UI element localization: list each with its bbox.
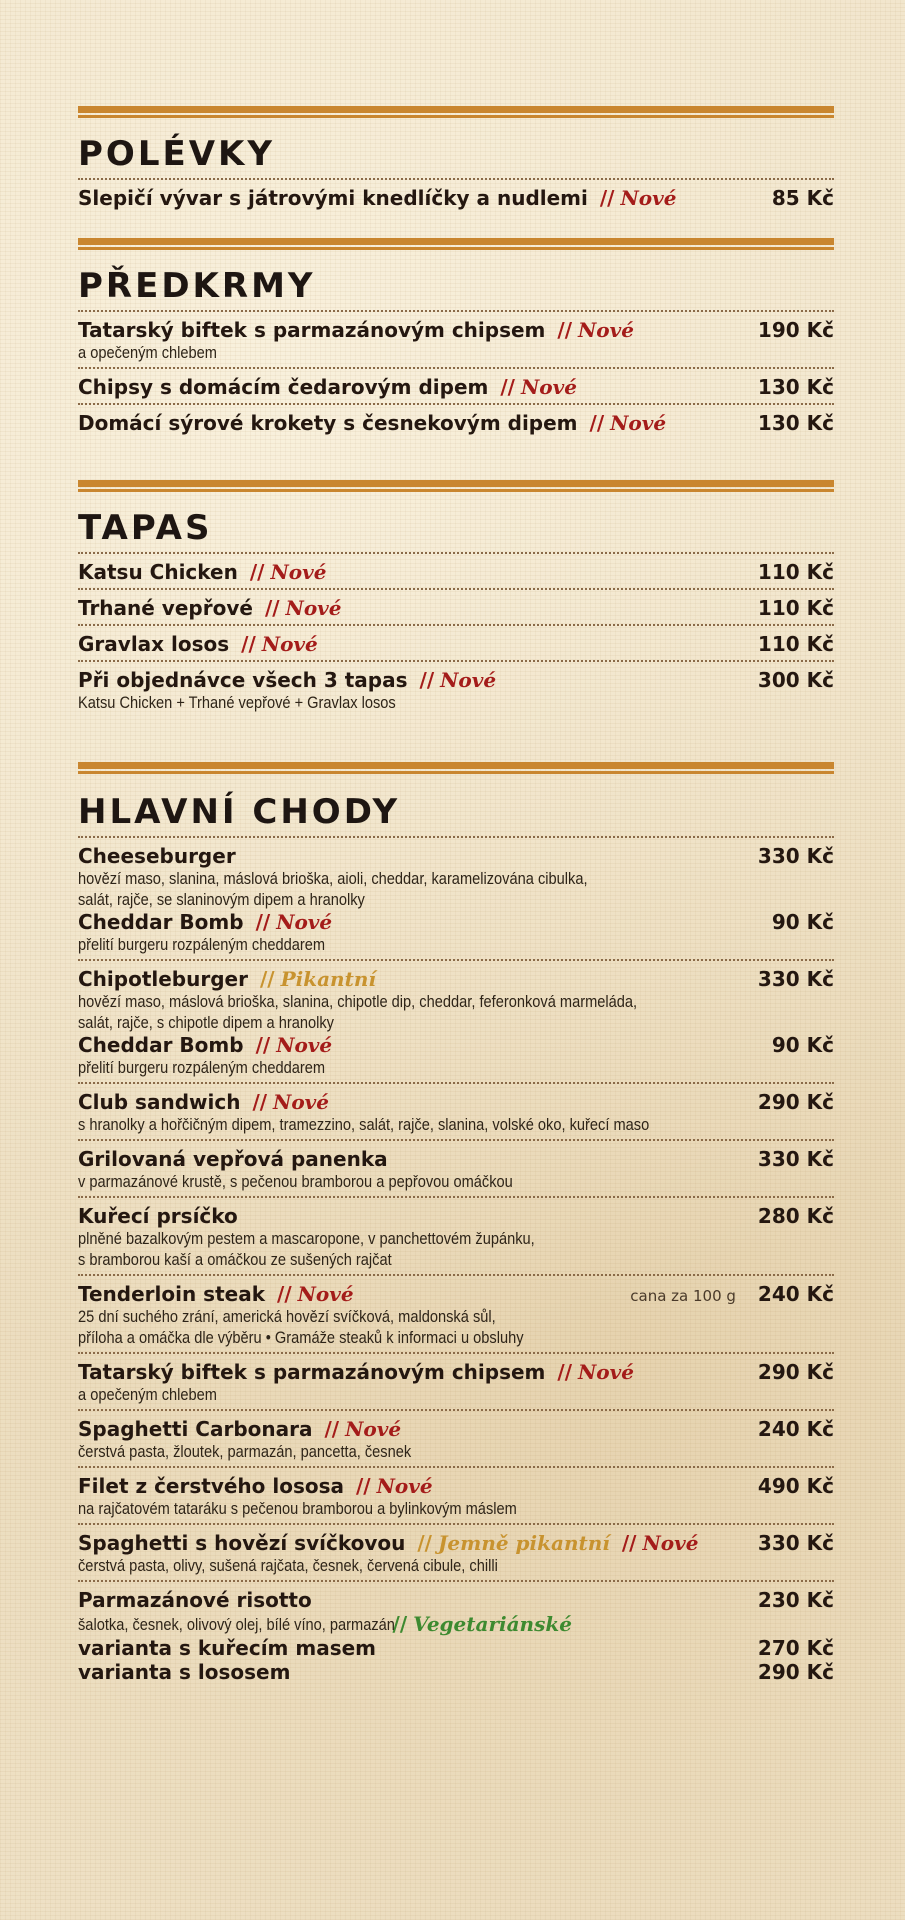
tag-vegetarian: // Vegetariánské bbox=[392, 1612, 572, 1636]
tag-new: // Nové bbox=[589, 411, 667, 435]
item-name: Slepičí vývar s játrovými knedlíčky a nudlemi bbox=[78, 186, 588, 210]
menu-item bbox=[78, 836, 834, 959]
item-price: 330 Kč bbox=[757, 1147, 834, 1171]
addon-price: 90 Kč bbox=[771, 910, 834, 934]
item-description: šalotka, česnek, olivový olej, bílé víno, parmazán bbox=[78, 1614, 395, 1634]
menu-item bbox=[78, 1466, 834, 1523]
item-description: plněné bazalkovým pestem a mascaropone, v panchettovém župánku, bbox=[78, 1229, 535, 1248]
variant-price: 270 Kč bbox=[757, 1636, 834, 1660]
item-price: 290 Kč bbox=[757, 1090, 834, 1114]
menu-item bbox=[78, 588, 834, 624]
item-name: Spaghetti s hovězí svíčkovou bbox=[78, 1531, 406, 1555]
section-title: PŘEDKRMY bbox=[78, 266, 316, 306]
item-price: 230 Kč bbox=[757, 1588, 834, 1612]
section-title: POLÉVKY bbox=[78, 134, 275, 174]
menu-item bbox=[78, 1409, 834, 1466]
item-name: Grilovaná vepřová panenka bbox=[78, 1147, 388, 1171]
menu-item bbox=[78, 624, 834, 660]
item-name: Při objednávce všech 3 tapas bbox=[78, 668, 408, 692]
item-price: 240 Kč bbox=[757, 1282, 834, 1306]
item-description: salát, rajče, s chipotle dipem a hranolky bbox=[78, 1013, 334, 1032]
menu-item bbox=[78, 1196, 834, 1274]
item-price: 240 Kč bbox=[757, 1417, 834, 1441]
section-divider bbox=[78, 762, 834, 774]
menu-item bbox=[78, 310, 834, 367]
addon-description: přelití burgeru rozpáleným cheddarem bbox=[78, 1058, 326, 1077]
section-tapas bbox=[78, 480, 834, 717]
item-name: Kuřecí prsíčko bbox=[78, 1204, 238, 1228]
item-price: 290 Kč bbox=[757, 1360, 834, 1384]
item-price: 490 Kč bbox=[757, 1474, 834, 1498]
item-price: 300 Kč bbox=[757, 668, 834, 692]
item-name: Chipotleburger bbox=[78, 967, 248, 991]
item-name: Filet z čerstvého lososa bbox=[78, 1474, 344, 1498]
item-price: 330 Kč bbox=[757, 844, 834, 868]
tag-new: // Nové bbox=[500, 375, 577, 399]
item-price: 130 Kč bbox=[757, 375, 834, 399]
variant-price: 290 Kč bbox=[757, 1660, 834, 1684]
item-description: na rajčatovém tataráku s pečenou bramborou a bylinkovým máslem bbox=[78, 1499, 517, 1518]
item-name: Parmazánové risotto bbox=[78, 1588, 312, 1612]
menu-item bbox=[78, 403, 834, 439]
section-divider bbox=[78, 480, 834, 492]
item-name: Spaghetti Carbonara bbox=[78, 1417, 313, 1441]
item-description: a opečeným chlebem bbox=[78, 343, 217, 362]
tag-new: // Nové bbox=[557, 1360, 634, 1384]
menu-item bbox=[78, 1274, 834, 1352]
item-name: Cheeseburger bbox=[78, 844, 236, 868]
menu-item bbox=[78, 552, 834, 588]
item-description: hovězí maso, máslová brioška, slanina, chipotle dip, cheddar, feferonková marmeláda, bbox=[78, 992, 638, 1011]
item-price: 85 Kč bbox=[771, 186, 834, 210]
menu-item bbox=[78, 1139, 834, 1196]
section-starters bbox=[78, 238, 834, 439]
item-description: Katsu Chicken + Trhané vepřové + Gravlax losos bbox=[78, 693, 396, 712]
addon-description: přelití burgeru rozpáleným cheddarem bbox=[78, 935, 326, 954]
item-price: 110 Kč bbox=[757, 560, 834, 584]
item-price: 130 Kč bbox=[757, 411, 834, 435]
section-title: HLAVNÍ CHODY bbox=[78, 792, 401, 832]
addon-price: 90 Kč bbox=[771, 1033, 834, 1057]
tag-new: // Nové bbox=[255, 1033, 333, 1057]
tag-spicy: // Pikantní bbox=[259, 967, 376, 991]
tag-new: // Nové bbox=[621, 1531, 699, 1555]
variant-name: varianta s lososem bbox=[78, 1660, 291, 1684]
item-price: 330 Kč bbox=[757, 967, 834, 991]
item-price: 110 Kč bbox=[757, 596, 834, 620]
menu-item bbox=[78, 1082, 834, 1139]
tag-new: // Nové bbox=[264, 596, 342, 620]
menu-item bbox=[78, 1580, 834, 1688]
tag-new: // Nové bbox=[599, 186, 677, 210]
tag-new: // Nové bbox=[419, 668, 497, 692]
section-title: TAPAS bbox=[78, 508, 213, 548]
tag-new: // Nové bbox=[249, 560, 327, 584]
menu-item bbox=[78, 178, 834, 214]
item-description: příloha a omáčka dle výběru • Gramáže steaků k informaci u obsluhy bbox=[78, 1328, 524, 1347]
item-price: 110 Kč bbox=[757, 632, 834, 656]
item-name: Club sandwich bbox=[78, 1090, 241, 1114]
item-description: 25 dní suchého zrání, americká hovězí svíčková, maldonská sůl, bbox=[78, 1307, 496, 1326]
item-price: 190 Kč bbox=[757, 318, 834, 342]
item-name: Gravlax losos bbox=[78, 632, 230, 656]
addon-name: Cheddar Bomb bbox=[78, 910, 244, 934]
item-description: v parmazánové krustě, s pečenou bramborou a pepřovou omáčkou bbox=[78, 1172, 513, 1191]
tag-new: // Nové bbox=[255, 910, 333, 934]
item-name: Domácí sýrové krokety s česnekovým dipem bbox=[78, 411, 578, 435]
item-name: Trhané vepřové bbox=[78, 596, 253, 620]
tag-new: // Nové bbox=[356, 1474, 433, 1498]
section-divider bbox=[78, 238, 834, 250]
item-description: s hranolky a hořčičným dipem, tramezzino, salát, rajče, slanina, volské oko, kuřecí maso bbox=[78, 1115, 650, 1134]
tag-mild-spicy: // Jemně pikantní bbox=[417, 1531, 610, 1555]
tag-new: // Nové bbox=[277, 1282, 354, 1306]
item-name: Tatarský biftek s parmazánovým chipsem bbox=[78, 318, 546, 342]
item-name: Tatarský biftek s parmazánovým chipsem bbox=[78, 1360, 546, 1384]
addon-name: Cheddar Bomb bbox=[78, 1033, 244, 1057]
item-price: 280 Kč bbox=[757, 1204, 834, 1228]
menu-item bbox=[78, 959, 834, 1082]
item-name: Chipsy s domácím čedarovým dipem bbox=[78, 375, 489, 399]
item-name: Katsu Chicken bbox=[78, 560, 238, 584]
section-soups bbox=[78, 106, 834, 214]
item-description: hovězí maso, slanina, máslová brioška, aioli, cheddar, karamelizována cibulka, bbox=[78, 869, 588, 888]
menu-item bbox=[78, 1352, 834, 1409]
tag-new: // Nové bbox=[324, 1417, 402, 1441]
menu-item bbox=[78, 660, 834, 717]
variant-name: varianta s kuřecím masem bbox=[78, 1636, 376, 1660]
section-divider bbox=[78, 106, 834, 118]
item-description: salát, rajče, se slaninovým dipem a hranolky bbox=[78, 890, 365, 909]
price-note: cana za 100 g bbox=[630, 1287, 736, 1305]
tag-new: // Nové bbox=[241, 632, 318, 656]
menu-item bbox=[78, 367, 834, 403]
item-description: s bramborou kaší a omáčkou ze sušených rajčat bbox=[78, 1250, 392, 1269]
item-price: 330 Kč bbox=[757, 1531, 834, 1555]
item-description: čerstvá pasta, žloutek, parmazán, pancetta, česnek bbox=[78, 1442, 412, 1461]
item-description: čerstvá pasta, olivy, sušená rajčata, česnek, červená cibule, chilli bbox=[78, 1556, 498, 1575]
tag-new: // Nové bbox=[252, 1090, 330, 1114]
section-main-courses bbox=[78, 762, 834, 1688]
menu-item bbox=[78, 1523, 834, 1580]
item-name: Tenderloin steak bbox=[78, 1282, 266, 1306]
tag-new: // Nové bbox=[557, 318, 634, 342]
item-description: a opečeným chlebem bbox=[78, 1385, 217, 1404]
